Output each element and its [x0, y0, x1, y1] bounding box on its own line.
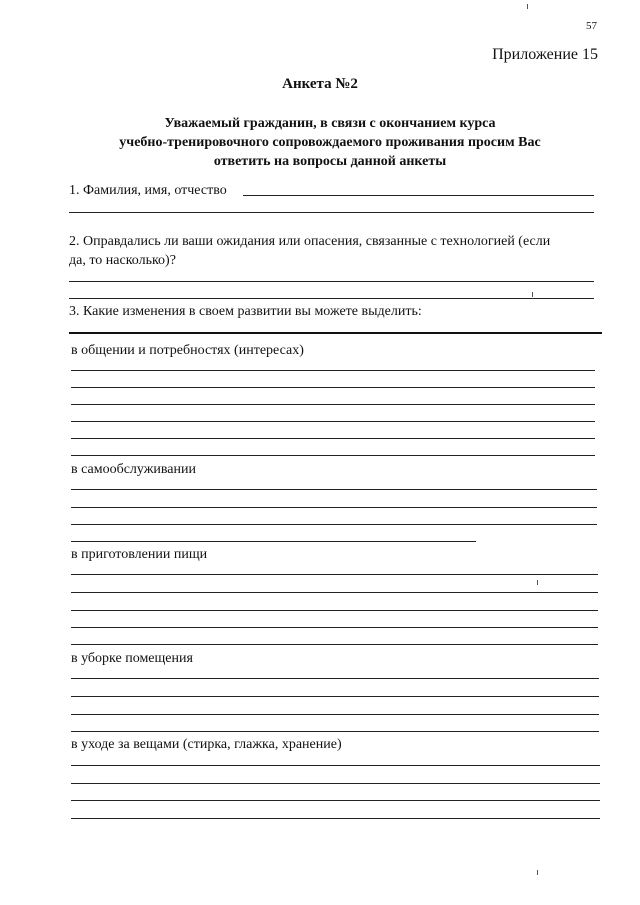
scan-mark [537, 870, 538, 875]
section-self-service-answer-line[interactable] [71, 489, 597, 490]
section-communication-answer-line[interactable] [71, 455, 595, 456]
section-self-service-answer-line[interactable] [71, 541, 476, 542]
section-clothes-care-label: в уходе за вещами (стирка, глажка, хранение) [71, 737, 342, 752]
question-1-answer-line[interactable] [69, 212, 594, 213]
section-cooking-label: в приготовлении пищи [71, 547, 208, 562]
section-self-service-answer-line[interactable] [71, 524, 597, 525]
page-number: 57 [586, 20, 597, 32]
intro-line-3: ответить на вопросы данной анкеты [213, 154, 447, 169]
section-cooking-answer-line[interactable] [71, 644, 598, 645]
section-clothes-care-answer-line[interactable] [71, 783, 600, 784]
section-self-service-answer-line[interactable] [71, 507, 597, 508]
scan-mark [537, 580, 538, 585]
question-2-line-2: да, то насколько)? [69, 253, 176, 268]
question-3-label: 3. Какие изменения в своем развитии вы можете выделить: [69, 304, 422, 319]
form-title: Анкета №2 [282, 76, 358, 92]
section-cleaning-answer-line[interactable] [71, 696, 599, 697]
question-1-label: 1. Фамилия, имя, отчество [69, 183, 227, 198]
section-clothes-care-answer-line[interactable] [71, 818, 600, 819]
section-communication-answer-line[interactable] [71, 421, 595, 422]
section-cleaning-answer-line[interactable] [71, 714, 599, 715]
question-1-answer-line[interactable] [243, 195, 594, 196]
section-cooking-answer-line[interactable] [71, 592, 598, 593]
question-2-answer-line[interactable] [69, 281, 594, 282]
section-communication-answer-line[interactable] [71, 370, 595, 371]
section-cooking-answer-line[interactable] [71, 610, 598, 611]
section-clothes-care-answer-line[interactable] [71, 765, 600, 766]
section-communication-answer-line[interactable] [71, 438, 595, 439]
section-communication-answer-line[interactable] [71, 387, 595, 388]
scan-mark [527, 4, 528, 9]
section-cleaning-answer-line[interactable] [71, 678, 599, 679]
section-clothes-care-answer-line[interactable] [71, 800, 600, 801]
section-cooking-answer-line[interactable] [71, 574, 598, 575]
appendix-label: Приложение 15 [492, 46, 598, 63]
question-2-answer-line[interactable] [69, 298, 594, 299]
section-communication-label: в общении и потребностях (интересах) [71, 343, 304, 358]
intro-line-2: учебно-тренировочного сопровождаемого проживания просим Вас [119, 135, 541, 150]
intro-text [80, 114, 580, 171]
section-cooking-answer-line[interactable] [71, 627, 598, 628]
section-communication-answer-line[interactable] [71, 404, 595, 405]
section-cleaning-label: в уборке помещения [71, 651, 193, 666]
section-self-service-label: в самообслуживании [71, 462, 196, 477]
intro-line-1: Уважаемый гражданин, в связи с окончанием курса [164, 116, 496, 131]
section-cleaning-answer-line[interactable] [71, 731, 599, 732]
question-3-divider [69, 332, 602, 334]
question-2-label [69, 232, 605, 270]
scan-mark [532, 292, 533, 297]
question-2-line-1: 2. Оправдались ли ваши ожидания или опасения, связанные с технологией (если [69, 234, 551, 249]
